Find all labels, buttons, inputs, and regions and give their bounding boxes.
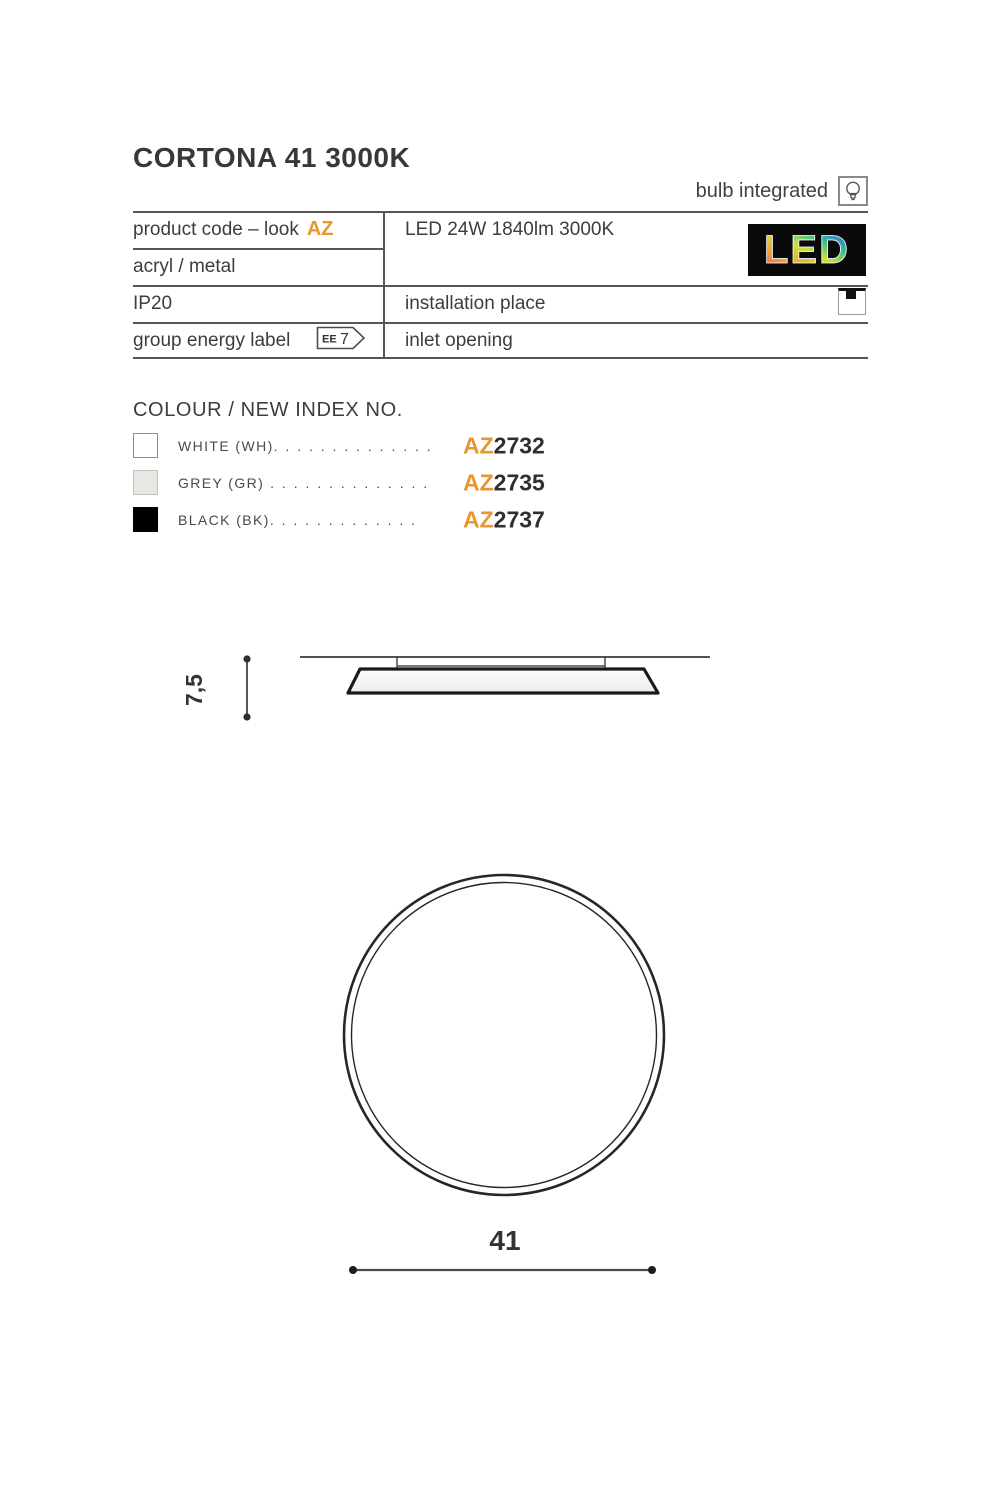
lamp-body-profile	[348, 669, 658, 693]
led-logo-text: LED	[764, 228, 850, 272]
led-spec-text: LED 24W 1840lm 3000K	[405, 218, 615, 240]
leader-dots: . . . . . . . . . . . . . .	[273, 437, 433, 454]
product-code-cell	[133, 211, 373, 248]
energy-label-text: group energy label	[133, 329, 291, 351]
leader-dots: . . . . . . . . . . . . .	[269, 511, 418, 528]
index-code-prefix: AZ	[463, 469, 494, 495]
black-swatch	[133, 507, 158, 532]
colour-section-heading: COLOUR / NEW INDEX NO.	[133, 399, 403, 421]
white-swatch	[133, 433, 158, 458]
energy-class-badge	[316, 326, 366, 356]
colour-name: WHITE (WH)	[178, 437, 274, 454]
height-dimension-label: 7,5	[181, 674, 207, 706]
led-spec-cell	[405, 211, 735, 248]
index-code	[463, 506, 545, 533]
energy-label-cell	[133, 322, 393, 359]
materials-label: acryl / metal	[133, 255, 236, 277]
colour-row-grey	[133, 464, 613, 501]
ip-rating-label: IP20	[133, 292, 173, 314]
index-code-prefix: AZ	[463, 506, 494, 532]
spec-table	[133, 211, 868, 359]
colour-row-white	[133, 427, 613, 464]
bulb-icon	[838, 176, 868, 206]
led-logo	[748, 224, 866, 276]
lamp-outer-ring	[344, 875, 664, 1195]
ceiling-mount-icon	[838, 288, 866, 315]
index-code	[463, 432, 545, 459]
installation-cell	[405, 285, 735, 322]
inlet-cell	[405, 322, 735, 359]
energy-badge-prefix: EE	[322, 333, 338, 345]
diameter-dimension	[330, 1222, 680, 1287]
diameter-dimension-label: 41	[489, 1225, 521, 1256]
index-code-number: 2735	[493, 469, 545, 495]
inlet-label: inlet opening	[405, 329, 513, 351]
index-code-number: 2737	[493, 506, 545, 532]
installation-label: installation place	[405, 292, 546, 314]
top-view-drawing	[330, 862, 680, 1212]
materials-cell	[133, 248, 373, 285]
product-code-label: product code – look	[133, 218, 299, 240]
energy-badge-value: 7	[340, 330, 350, 348]
brand-code: AZ	[306, 218, 334, 240]
index-code-prefix: AZ	[463, 432, 494, 458]
bulb-integrated-row	[133, 174, 868, 208]
index-code	[463, 469, 545, 496]
side-view-drawing	[180, 628, 720, 728]
ceiling-mount-icon-fixture	[846, 290, 856, 299]
bulb-icon-glyph	[843, 180, 863, 202]
leader-dots: . . . . . . . . . . . . . .	[264, 474, 430, 491]
colour-name: BLACK (BK)	[178, 511, 270, 528]
colour-name: GREY (GR)	[178, 474, 265, 491]
colour-row-black	[133, 501, 613, 538]
grey-swatch	[133, 470, 158, 495]
index-code-number: 2732	[493, 432, 545, 458]
colour-list	[133, 427, 613, 538]
page-title: CORTONA 41 3000K	[133, 142, 411, 173]
bulb-integrated-label: bulb integrated	[695, 179, 828, 202]
ip-rating-cell	[133, 285, 373, 322]
